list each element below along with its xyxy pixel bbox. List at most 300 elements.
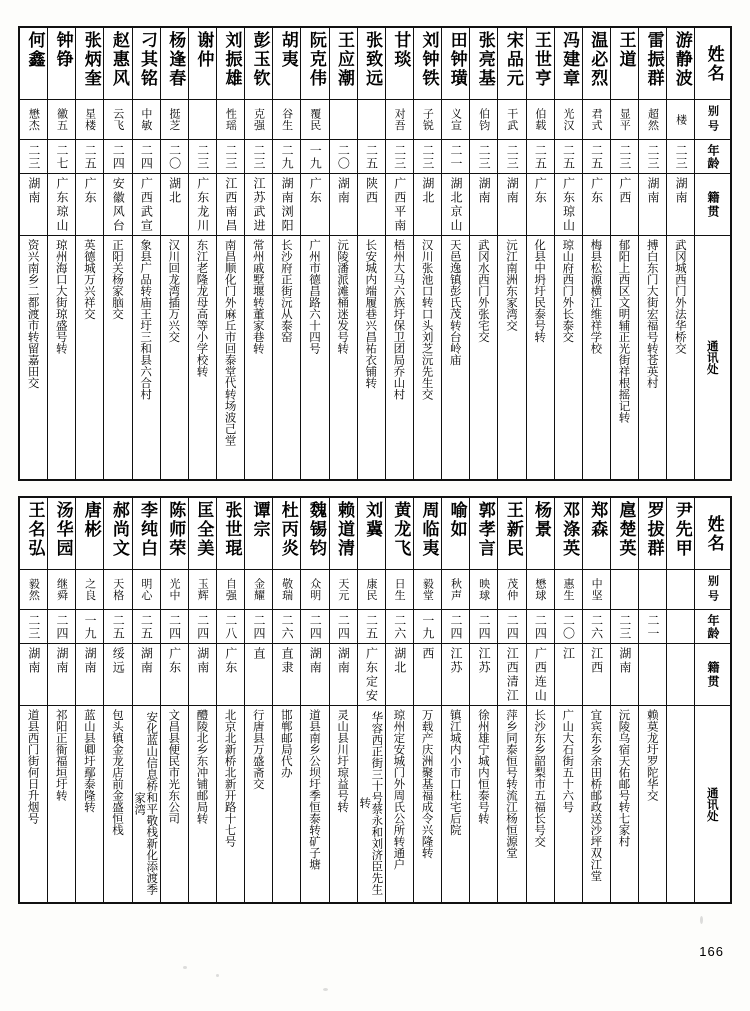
cell-address [104,236,132,480]
paper-speck [700,916,703,924]
cell-age [610,610,638,644]
name-text: 阮克伟 [305,31,326,88]
name-text: 李纯白 [137,501,158,558]
alias-text: 义宣 [449,108,463,131]
alias-text: 光中 [168,578,182,601]
address-text: 萍乡同泰恒号转流江杨恒源堂 [504,709,519,859]
alias-text: 自强 [224,578,238,601]
age-text: 二三 [617,613,632,640]
alias-text: 君式 [590,108,604,131]
origin-text: 广东琼山 [55,177,69,233]
age-text: 二四 [55,613,69,640]
age-text: 二〇 [336,143,351,170]
cell-origin [132,644,160,706]
age-text: 二五 [111,613,126,640]
cell-name [582,28,610,100]
address-text: 灵山县川圩琼益号转 [336,709,351,813]
cell-alias [160,100,188,140]
age-text: 二三 [392,143,407,170]
name-text: 邓涤英 [559,501,580,558]
age-text: 二五 [364,143,379,170]
origin-text: 湖南 [336,177,351,205]
name-text: 雷振群 [643,31,664,88]
cell-age [385,140,413,174]
origin-text: 广东定安 [364,647,379,703]
address-text: 祁阳正衙福垣圩转 [54,709,69,801]
age-text: 二三 [26,143,41,170]
cell-address [610,236,638,480]
name-text: 唐彬 [80,501,101,539]
origin-text: 江苏 [477,647,492,675]
cell-alias [245,570,273,610]
name-text: 赖道清 [334,501,355,558]
alias-text: 惠生 [562,578,576,601]
name-text: 周临夷 [418,501,439,558]
cell-address [329,706,357,903]
roster-table-bottom [18,496,732,904]
cell-origin [48,174,76,236]
alias-text: 性瑶 [224,108,238,131]
cell-alias [470,570,498,610]
age-text: 二三 [477,143,492,170]
cell-alias [357,570,385,610]
cell-address [470,236,498,480]
cell-alias [301,570,329,610]
cell-name [20,28,48,100]
cell-origin [470,644,498,706]
address-text: 广州市德昌路六十四号 [308,239,322,354]
alias-text: 伯钧 [477,108,491,131]
cell-alias [76,100,104,140]
name-text: 郑森 [587,501,608,539]
alias-text: 对吾 [393,108,407,131]
cell-address [48,706,76,903]
origin-text: 湖南浏阳 [280,177,295,233]
cell-age [470,610,498,644]
cell-alias [245,100,273,140]
age-text: 二四 [336,613,351,640]
cell-alias [667,100,695,140]
cell-name [76,498,104,570]
origin-text: 湖南 [336,647,351,675]
roster-row-age [20,140,731,174]
cell-address [216,236,244,480]
cell-age [301,140,329,174]
cell-origin [413,644,441,706]
cell-alias [20,570,48,610]
alias-text: 之良 [83,578,97,601]
cell-alias [216,100,244,140]
cell-address [76,706,104,903]
cell-age [442,140,470,174]
name-text: 谢仲 [193,31,214,69]
address-text: 宜宾东乡余田桥邮政送沙坪双江堂 [589,709,604,882]
address-text: 沅陵乌宿天佑邮号转七家村 [617,709,632,847]
roster-row-name [20,28,731,100]
cell-address [216,706,244,903]
cell-age [160,610,188,644]
alias-text: 覆民 [308,108,322,131]
cell-origin [104,644,132,706]
origin-text: 陕西 [364,177,379,205]
cell-address [160,706,188,903]
origin-text: 湖南 [195,647,210,675]
name-text: 王道 [615,31,636,69]
cell-age [554,610,582,644]
cell-name [245,28,273,100]
age-text: 二一 [448,143,463,170]
cell-name [582,498,610,570]
origin-text: 湖北 [392,647,407,675]
age-text: 二三 [251,143,266,170]
alias-text: 懋杰 [27,108,41,131]
cell-age [245,140,273,174]
cell-address [329,236,357,480]
address-text: 搏白东门大街宏福号转苍英村 [645,239,660,389]
cell-age [498,140,526,174]
origin-text: 江西清江 [505,647,520,703]
alias-text: 显平 [618,108,632,131]
cell-origin [160,174,188,236]
origin-text: 广西 [617,177,632,205]
cell-origin [216,174,244,236]
name-text: 何鑫 [24,31,45,69]
paper-speck [323,988,328,991]
alias-text: 星楼 [83,108,97,131]
address-text: 梅县松源横江维祥学校 [589,239,604,354]
cell-address [273,236,301,480]
origin-text: 湖南 [83,647,98,675]
cell-address [639,706,667,903]
address-text: 长安城内端履巷兴昌祐衣铺转 [364,239,379,389]
origin-text: 广东 [83,177,98,205]
origin-text: 湖北 [420,177,435,205]
cell-origin [639,174,667,236]
age-text: 二三 [26,613,41,640]
name-text: 王新民 [502,501,523,558]
origin-text: 湖北 [167,177,182,205]
row-header-origin [695,174,731,236]
origin-text: 广东 [533,177,548,205]
cell-age [245,610,273,644]
age-text: 二四 [139,143,154,170]
cell-age [357,140,385,174]
cell-name [132,498,160,570]
cell-origin [639,644,667,706]
address-text: 汉川回龙湾插万兴交 [167,239,182,343]
cell-age [216,140,244,174]
cell-alias [442,570,470,610]
cell-origin [160,644,188,706]
roster-row-origin [20,174,731,236]
cell-age [667,140,695,174]
cell-alias [160,570,188,610]
age-text: 二五 [139,613,154,640]
cell-name [526,498,554,570]
name-text: 张炳奎 [80,31,101,88]
address-text: 蓝山县卿圩鄢泰隆转 [82,709,97,813]
origin-text: 湖南 [26,177,41,205]
name-text: 郭孝言 [474,501,495,558]
name-text: 谭宗 [249,501,270,539]
cell-age [582,140,610,174]
roster-row-alias [20,100,731,140]
cell-age [301,610,329,644]
alias-text: 明心 [139,578,153,601]
origin-text: 广东 [223,647,238,675]
alias-text: 金耀 [252,578,266,601]
cell-name [554,498,582,570]
cell-address [188,236,216,480]
cell-address [245,236,273,480]
alias-text: 超然 [646,108,660,131]
cell-alias [582,100,610,140]
age-text: 二四 [167,613,182,640]
origin-text: 湖南 [477,177,492,205]
cell-age [329,610,357,644]
origin-text: 广东 [589,177,604,205]
address-text: 赖莫龙圩罗陀华交 [645,709,660,801]
cell-name [301,498,329,570]
cell-age [104,610,132,644]
cell-address [526,706,554,903]
cell-address [20,706,48,903]
age-text: 二四 [308,613,323,640]
cell-address [582,236,610,480]
name-text: 王应潮 [334,31,355,88]
age-text: 二五 [561,143,576,170]
age-text: 二三 [195,143,210,170]
origin-text: 广东龙川 [195,177,210,233]
cell-age [48,610,76,644]
name-text: 刘冀 [362,501,383,539]
name-text: 温必烈 [587,31,608,88]
origin-text: 西 [420,647,435,661]
origin-text: 江苏武进 [251,177,266,233]
name-text: 宋品元 [502,31,523,88]
row-header-alias [695,570,731,610]
address-text: 沅江南洲东家湾交 [504,239,519,331]
cell-origin [48,644,76,706]
paper-speck [216,974,219,977]
cell-alias [48,570,76,610]
cell-name [273,498,301,570]
cell-alias [413,570,441,610]
cell-alias [385,570,413,610]
roster-row-age [20,610,731,644]
age-text: 二四 [477,613,492,640]
cell-address [554,706,582,903]
cell-name [301,28,329,100]
cell-alias [104,100,132,140]
cell-name [385,498,413,570]
row-header-label: 籍贯 [705,660,720,689]
alias-text: 挺芝 [168,108,182,131]
name-text: 喻如 [446,501,467,539]
roster-row-address [20,706,731,903]
cell-age [132,140,160,174]
roster-grid-bottom [19,497,731,903]
alias-text: 敬瑞 [280,578,294,601]
cell-address [132,706,160,903]
roster-row-address [20,236,731,480]
address-text: 沅陵潘派滩桶迷发号转 [336,239,351,354]
cell-name [273,28,301,100]
origin-text: 江苏 [448,647,463,675]
name-text: 胡夷 [277,31,298,69]
name-text: 扈楚英 [615,501,636,558]
origin-text: 湖南 [674,177,689,205]
cell-name [104,498,132,570]
name-text: 田钟璜 [446,31,467,88]
age-text: 二五 [364,613,379,640]
cell-origin [667,174,695,236]
alias-text: 中敏 [139,108,153,131]
cell-address [48,236,76,480]
cell-origin [385,174,413,236]
cell-address [301,706,329,903]
cell-age [667,610,695,644]
address-text: 天邑逸镇彭氏茂转台岭庙 [448,239,463,366]
address-text: 武冈水西门外张宅交 [476,239,491,343]
cell-name [554,28,582,100]
cell-name [498,28,526,100]
cell-alias [132,570,160,610]
roster-row-name [20,498,731,570]
cell-origin [76,174,104,236]
cell-age [413,140,441,174]
alias-text: 伯载 [533,108,547,131]
row-header-address [695,236,731,480]
name-text: 杨景 [531,501,552,539]
address-text: 镇江城内小市口杜宅后院 [448,709,463,836]
page-number: 166 [699,944,724,959]
cell-name [442,498,470,570]
address-text: 行唐县万盛斋交 [251,709,266,790]
address-text: 万载产庆洲聚基福成令兴隆转 [420,709,435,859]
address-text: 郁阳上西区文明辅正光街祥根摇记转 [617,239,632,423]
row-header-age [695,140,731,174]
cell-address [667,706,695,903]
cell-alias [188,570,216,610]
cell-name [329,498,357,570]
cell-name [160,498,188,570]
cell-alias [470,100,498,140]
age-text: 二九 [280,143,295,170]
cell-alias [610,100,638,140]
cell-name [667,28,695,100]
age-text: 二三 [645,143,660,170]
address-text: 包头镇金龙店前金盛恒栈 [111,709,126,836]
origin-text: 湖南 [139,647,154,675]
cell-age [132,610,160,644]
cell-age [76,140,104,174]
cell-origin [273,644,301,706]
name-text: 王名弘 [24,501,45,558]
cell-address [357,706,385,903]
name-text: 赵惠风 [108,31,129,88]
cell-address [470,706,498,903]
name-text: 陈师荣 [165,501,186,558]
cell-address [385,706,413,903]
origin-text: 广西武宣 [139,177,154,233]
origin-text: 湖南 [645,177,660,205]
cell-alias [667,570,695,610]
cell-address [498,236,526,480]
cell-age [582,610,610,644]
cell-origin [667,644,695,706]
age-text: 二〇 [167,143,182,170]
cell-name [526,28,554,100]
cell-name [48,28,76,100]
cell-age [357,610,385,644]
row-header-label: 姓名 [703,44,724,83]
address-text: 琼州海口大街琼盛号转 [54,239,69,354]
cell-origin [610,644,638,706]
age-text: 二五 [83,143,98,170]
alias-text: 中坚 [590,578,604,601]
age-text: 二〇 [561,613,576,640]
alias-text: 光汉 [562,108,576,131]
cell-alias [273,570,301,610]
cell-origin [20,174,48,236]
age-text: 一九 [420,613,435,640]
alias-text: 徽五 [55,108,69,131]
age-text: 二三 [420,143,435,170]
row-header-label: 通讯处 [705,786,720,822]
origin-text: 湖南 [617,647,632,675]
row-header-alias [695,100,731,140]
alias-text: 秋声 [449,578,463,601]
cell-alias [48,100,76,140]
cell-name [470,498,498,570]
roster-row-alias [20,570,731,610]
cell-address [554,236,582,480]
cell-origin [301,174,329,236]
name-text: 冯建章 [559,31,580,88]
name-text: 刘振雄 [221,31,242,88]
cell-address [20,236,48,480]
cell-name [610,498,638,570]
cell-address [610,706,638,903]
address-text: 广山大石街五十六号 [561,709,576,813]
name-text: 张世琨 [221,501,242,558]
cell-origin [329,174,357,236]
age-text: 二八 [223,613,238,640]
row-header-name [695,28,731,100]
cell-origin [188,174,216,236]
roster-table-top [18,26,732,481]
cell-origin [357,644,385,706]
cell-age [329,140,357,174]
cell-origin [357,174,385,236]
cell-age [20,140,48,174]
cell-alias [385,100,413,140]
age-text: 二四 [448,613,463,640]
age-text: 二四 [533,613,548,640]
cell-address [442,706,470,903]
origin-text: 湖南 [308,647,323,675]
cell-address [160,236,188,480]
cell-origin [498,174,526,236]
cell-origin [610,174,638,236]
address-text: 英德城万兴祥交 [82,239,97,320]
age-text: 二四 [251,613,266,640]
cell-address [132,236,160,480]
age-text: 二五 [533,143,548,170]
age-text: 二三 [223,143,238,170]
cell-origin [470,174,498,236]
